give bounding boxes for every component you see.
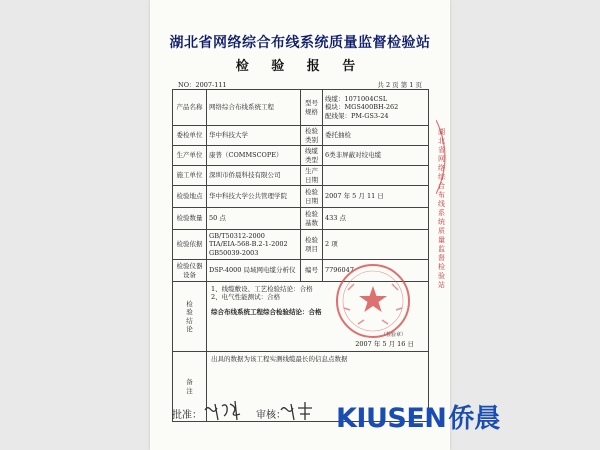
sign-note: （检验章） (380, 331, 406, 338)
org-title: 湖北省网络综合布线系统质量监督检验站 (169, 35, 431, 51)
product-name-label: 产品名称 (173, 90, 207, 126)
basis-line-3: GB50039-2003 (209, 248, 259, 257)
inspect-type-label: 检验类别 (301, 126, 323, 146)
model-label: 型号规格 (301, 90, 323, 126)
conclusion-label-char-1: 检 (186, 300, 193, 309)
product-name-value: 网络综合布线系统工程 (207, 90, 301, 126)
instrument-value: DSP-4000 局域网电缆分析仪 (207, 260, 301, 282)
row-conclusion (173, 282, 429, 352)
base-value: 433 点 (323, 208, 429, 230)
sign-date: 2007 年 5 月 16 日 (355, 339, 414, 348)
quantity-label: 检验数量 (173, 208, 207, 230)
cable-type-label: 线缆类型 (301, 146, 323, 166)
conclusion-value (207, 282, 429, 352)
conclusion-line-1: 1、线缆敷设、工艺检验结论：合格 (211, 285, 313, 293)
quantity-value: 50 点 (207, 208, 301, 230)
conclusion-line-2: 2、电气性能测试：合格 (211, 293, 281, 302)
side-seal-text: 湖北省网络综合布线系统质量监督检验站 (438, 128, 445, 289)
model-line-1: 线缆：1071004CSL (325, 95, 388, 104)
constructor-label: 施工单位 (173, 166, 207, 186)
location-value: 华中科技大学公共管理学院 (207, 186, 301, 208)
serial-value: 7796047 (323, 260, 429, 282)
signature-footer (172, 406, 286, 421)
conclusion-label-char-3: 结 (186, 316, 193, 325)
overall-conclusion: 综合布线系统工程综合检验结论：合格 (211, 308, 322, 317)
report-number: NO：2007-111 (178, 81, 227, 89)
cable-type-value: 6类非屏蔽对绞电缆 (323, 146, 429, 166)
base-label: 检验基数 (301, 208, 323, 230)
items-label: 检验项目 (301, 230, 323, 260)
page-indicator: 共 2 页 第 1 页 (377, 81, 422, 89)
row-client (173, 126, 429, 146)
logo-english: KIUSEN (336, 403, 447, 434)
producer-value: 康普（COMMSCOPE） (207, 146, 301, 166)
basis-value (207, 230, 301, 260)
report-document (150, 0, 450, 450)
client-value: 华中科技大学 (207, 126, 301, 146)
items-value: 2 项 (323, 230, 429, 260)
row-instrument (173, 260, 429, 282)
remarks-label-char-1: 备 (186, 378, 193, 387)
prod-date-label: 生产日期 (301, 166, 323, 186)
basis-label: 检验依据 (173, 230, 207, 260)
row-product (173, 90, 429, 126)
model-value (323, 90, 429, 126)
remarks-value: 出具的数据为该工程实测线缆最长的信息点数据 (207, 352, 429, 422)
report-table (172, 89, 429, 422)
inspect-type-value: 委托抽检 (323, 126, 429, 146)
model-line-2: 模块：MGS400BH-262 (325, 103, 399, 112)
row-producer (173, 146, 429, 166)
basis-line-2: TIA/EIA-568-B.2-1-2002 (209, 240, 288, 249)
report-title: 检 验 报 告 (235, 59, 365, 74)
prod-date-value (323, 166, 429, 186)
review-label: 审核： (256, 410, 286, 421)
model-line-3: 配线架：PM-GS3-24 (325, 111, 389, 120)
conclusion-label (173, 282, 207, 352)
row-location (173, 186, 429, 208)
kiusen-logo (336, 398, 500, 435)
conclusion-label-char-2: 验 (186, 308, 193, 317)
row-basis (173, 230, 429, 260)
row-constructor (173, 166, 429, 186)
conclusion-label-char-4: 论 (186, 324, 193, 333)
instrument-label: 检验仪器设备 (173, 260, 207, 282)
approve-label: 批准： (172, 410, 202, 421)
basis-line-1: GB/T50312-2000 (209, 232, 265, 241)
client-label: 委检单位 (173, 126, 207, 146)
constructor-value: 深圳市侨晨科技有限公司 (207, 166, 301, 186)
test-date-label: 检验日期 (301, 186, 323, 208)
row-quantity (173, 208, 429, 230)
logo-chinese: 侨晨 (448, 404, 501, 434)
location-label: 检验地点 (173, 186, 207, 208)
remarks-label-char-2: 注 (186, 386, 193, 395)
test-date-value: 2007 年 5 月 11 日 (323, 186, 429, 208)
producer-label: 生产单位 (173, 146, 207, 166)
serial-label: 编号 (301, 260, 323, 282)
